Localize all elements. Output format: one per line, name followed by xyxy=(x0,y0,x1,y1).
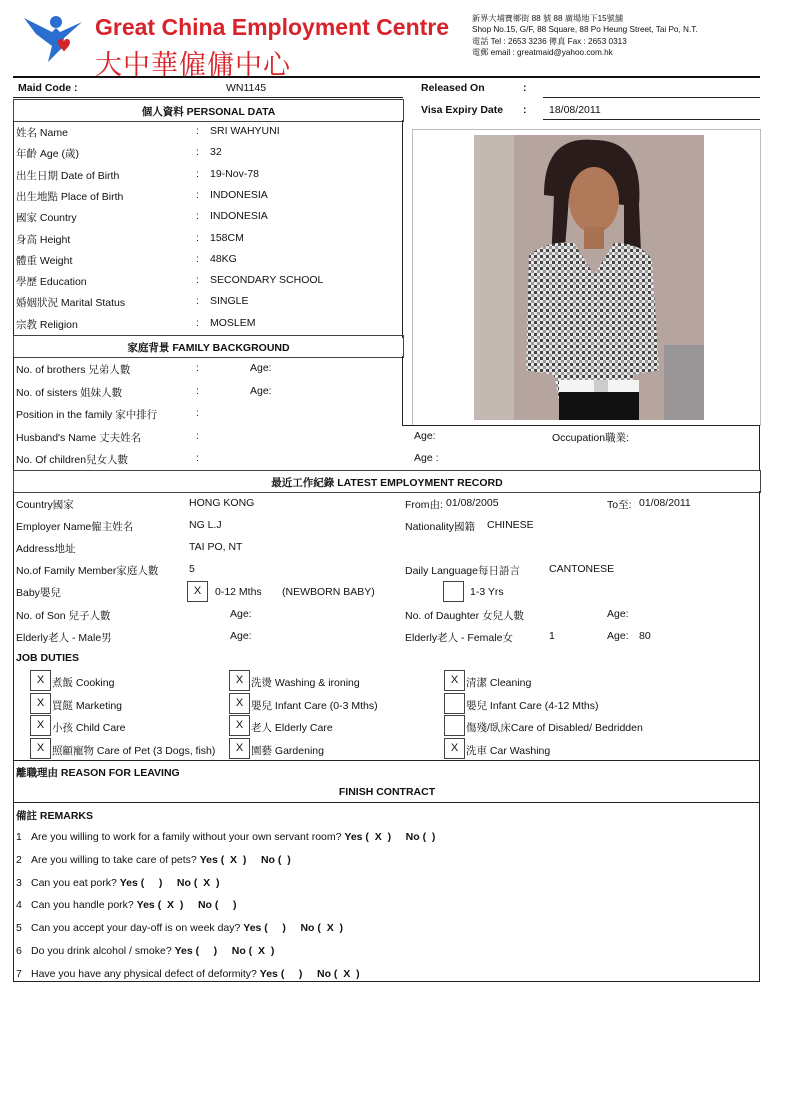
duty-label: 煮飯 Cooking xyxy=(52,677,115,689)
question-answer: Yes ( ) No ( X ) xyxy=(243,922,344,934)
question-number: 1 xyxy=(16,831,22,843)
elderly-female-age: 80 xyxy=(639,630,651,642)
husband-age-label: Age: xyxy=(414,430,436,442)
family-background-heading: 家庭背景 FAMILY BACKGROUND xyxy=(127,342,290,354)
children-age-label: Age : xyxy=(414,452,439,464)
daughter-age-label: Age: xyxy=(607,608,629,620)
elderly-female-age-label: Age: xyxy=(607,630,629,642)
duty-label: 洗車 Car Washing xyxy=(466,745,551,757)
colon: : xyxy=(196,146,199,158)
personal-field-label: 體重 Weight xyxy=(16,255,73,267)
question-text: Have you have any physical defect of deformity? xyxy=(31,968,257,980)
personal-field-label: 宗教 Religion xyxy=(16,319,78,331)
question-text: Do you drink alcohol / smoke? xyxy=(31,945,172,957)
language-value: CANTONESE xyxy=(549,563,615,575)
remark-question xyxy=(16,945,274,957)
border xyxy=(13,356,14,471)
remarks-heading: 備註 REMARKS xyxy=(16,810,94,822)
colon: : xyxy=(196,295,199,307)
maid-code-value: WN1145 xyxy=(226,82,267,94)
question-text: Can you accept your day-off is on week day? xyxy=(31,922,241,934)
son-age-label: Age: xyxy=(230,608,252,620)
colon: : xyxy=(196,210,199,222)
baby-0-12-label: 0-12 Mths xyxy=(215,586,262,598)
daughter-label: No. of Daughter 女兒人數 xyxy=(405,610,525,622)
question-number: 2 xyxy=(16,854,22,866)
duty-checkbox[interactable]: X xyxy=(229,715,250,736)
colon: : xyxy=(196,385,199,397)
duty-checkbox[interactable]: X xyxy=(30,715,51,736)
border xyxy=(13,491,14,981)
duty-checkbox[interactable]: X xyxy=(30,738,51,759)
baby-note: (NEWBORN BABY) xyxy=(282,586,375,598)
duty-label: 嬰兒 Infant Care (0-3 Mths) xyxy=(251,700,378,712)
border xyxy=(402,120,403,338)
border xyxy=(759,491,760,981)
nationality-value: CHINESE xyxy=(487,519,534,531)
remark-question xyxy=(16,899,236,911)
question-text: Can you eat pork? xyxy=(31,877,117,889)
visa-expiry-label: Visa Expiry Date xyxy=(421,104,504,116)
duty-checkbox[interactable]: X xyxy=(229,693,250,714)
question-answer: Yes ( ) No ( X ) xyxy=(119,877,220,889)
husband-label: Husband's Name 丈夫姓名 xyxy=(16,432,142,444)
personal-field-value: INDONESIA xyxy=(210,210,268,222)
personal-field-label: 學歷 Education xyxy=(16,276,87,288)
position-label: Position in the family 家中排行 xyxy=(16,409,158,421)
duty-label: 老人 Elderly Care xyxy=(251,722,333,734)
colon: : xyxy=(196,253,199,265)
address-value: TAI PO, NT xyxy=(189,541,243,553)
personal-field-label: 身高 Height xyxy=(16,234,71,246)
released-colon: : xyxy=(523,82,527,94)
elderly-female-label: Elderly老人 - Female女 xyxy=(405,632,513,644)
baby-1-3-checkbox[interactable] xyxy=(443,581,464,602)
colon: : xyxy=(196,168,199,180)
colon: : xyxy=(196,125,199,137)
remark-question xyxy=(16,877,220,889)
from-value: 01/08/2005 xyxy=(446,497,499,509)
divider xyxy=(13,97,403,98)
baby-label: Baby嬰兒 xyxy=(16,587,61,599)
address-zh: 新界大埔寶鄉街 88 號 88 廣場地下15號舖 xyxy=(472,14,624,23)
colon: : xyxy=(196,274,199,286)
personal-field-label: 年齡 Age (歲) xyxy=(16,148,80,160)
question-answer: Yes ( X ) No ( ) xyxy=(344,831,436,843)
employment-heading: 最近工作紀錄 LATEST EMPLOYMENT RECORD xyxy=(271,477,503,489)
to-label: To至: xyxy=(607,499,632,511)
duty-label: 嬰兒 Infant Care (4-12 Mths) xyxy=(466,700,599,712)
sisters-age-label: Age: xyxy=(250,385,272,397)
address-en: Shop No.15, G/F, 88 Square, 88 Po Heung Street, Tai Po, N.T. xyxy=(472,25,698,34)
question-number: 6 xyxy=(16,945,22,957)
personal-field-value: SECONDARY SCHOOL xyxy=(210,274,324,286)
personal-field-value: 48KG xyxy=(210,253,237,265)
sisters-label: No. of sisters 姐妹人數 xyxy=(16,387,123,399)
question-number: 3 xyxy=(16,877,22,889)
logo-icon xyxy=(22,14,84,64)
question-number: 7 xyxy=(16,968,22,980)
divider xyxy=(13,802,760,803)
divider xyxy=(13,76,760,78)
family-members-label: No.of Family Member家庭人數 xyxy=(16,565,159,577)
duty-checkbox[interactable]: X xyxy=(229,670,250,691)
remark-question xyxy=(16,831,435,843)
border xyxy=(402,356,403,426)
remark-question xyxy=(16,968,360,980)
family-members-value: 5 xyxy=(189,563,195,575)
personal-field-value: 158CM xyxy=(210,232,244,244)
question-answer: Yes ( ) No ( X ) xyxy=(259,968,360,980)
duty-checkbox[interactable]: X xyxy=(444,738,465,759)
question-text: Are you willing to take care of pets? xyxy=(31,854,197,866)
personal-data-heading: 個人資料 PERSONAL DATA xyxy=(141,106,276,118)
border xyxy=(402,425,760,426)
duty-checkbox[interactable]: X xyxy=(444,670,465,691)
question-answer: Yes ( X ) No ( ) xyxy=(136,899,237,911)
personal-field-value: MOSLEM xyxy=(210,317,256,329)
question-answer: Yes ( X ) No ( ) xyxy=(199,854,291,866)
duty-label: 照顧寵物 Care of Pet (3 Dogs, fish) xyxy=(52,745,216,757)
duty-label: 洗燙 Washing & ironing xyxy=(251,677,360,689)
border xyxy=(13,120,14,338)
baby-0-12-checkbox[interactable]: X xyxy=(187,581,208,602)
employer-value: NG L.J xyxy=(189,519,222,531)
son-label: No. of Son 兒子人數 xyxy=(16,610,111,622)
personal-field-value: INDONESIA xyxy=(210,189,268,201)
border xyxy=(759,425,760,471)
nationality-label: Nationality國籍 xyxy=(405,521,476,533)
reason-value: FINISH CONTRACT xyxy=(338,786,436,798)
duty-label: 小孩 Child Care xyxy=(52,722,126,734)
duty-checkbox[interactable]: X xyxy=(30,670,51,691)
visa-colon: : xyxy=(523,104,527,116)
elderly-male-age-label: Age: xyxy=(230,630,252,642)
remark-question xyxy=(16,922,343,934)
divider xyxy=(543,97,760,98)
brothers-label: No. of brothers 兄弟人數 xyxy=(16,364,131,376)
employer-label: Employer Name僱主姓名 xyxy=(16,521,134,533)
duty-checkbox[interactable] xyxy=(444,693,465,714)
colon: : xyxy=(196,452,199,464)
phone-fax: 電話 Tel : 2653 3236 傳真 Fax : 2653 0313 xyxy=(472,37,627,46)
question-text: Are you willing to work for a family without your own servant room? xyxy=(31,831,342,843)
duty-checkbox[interactable]: X xyxy=(229,738,250,759)
country-label: Country國家 xyxy=(16,499,74,511)
divider xyxy=(543,119,760,120)
to-value: 01/08/2011 xyxy=(639,497,691,509)
company-name-zh: 大中華僱傭中心 xyxy=(95,50,291,81)
maid-code-label: Maid Code : xyxy=(18,82,78,94)
colon: : xyxy=(196,317,199,329)
personal-field-label: 姓名 Name xyxy=(16,127,68,139)
language-label: Daily Language每日語言 xyxy=(405,565,520,577)
colon: : xyxy=(196,362,199,374)
personal-field-label: 婚姻狀況 Marital Status xyxy=(16,297,126,309)
elderly-male-label: Elderly老人 - Male男 xyxy=(16,632,112,644)
divider xyxy=(13,760,760,761)
personal-field-value: 32 xyxy=(210,146,222,158)
brothers-age-label: Age: xyxy=(250,362,272,374)
personal-field-label: 國家 Country xyxy=(16,212,77,224)
personal-field-value: 19-Nov-78 xyxy=(210,168,260,180)
country-value: HONG KONG xyxy=(189,497,255,509)
colon: : xyxy=(196,189,199,201)
duty-checkbox[interactable]: X xyxy=(30,693,51,714)
personal-field-label: 出生日期 Date of Birth xyxy=(16,170,120,182)
duty-checkbox[interactable] xyxy=(444,715,465,736)
question-number: 5 xyxy=(16,922,22,934)
colon: : xyxy=(196,430,199,442)
occupation-label: Occupation職業: xyxy=(552,432,630,444)
baby-1-3-label: 1-3 Yrs xyxy=(470,586,504,598)
maid-photo xyxy=(474,135,704,420)
question-answer: Yes ( ) No ( X ) xyxy=(174,945,275,957)
personal-field-label: 出生地點 Place of Birth xyxy=(16,191,124,203)
job-duties-heading: JOB DUTIES xyxy=(16,652,80,664)
colon: : xyxy=(196,407,199,419)
personal-field-value: SINGLE xyxy=(210,295,249,307)
question-text: Can you handle pork? xyxy=(31,899,134,911)
released-on-label: Released On xyxy=(421,82,485,94)
visa-expiry-value: 18/08/2011 xyxy=(549,104,601,116)
elderly-female-count: 1 xyxy=(549,630,555,642)
email: 電郵 email : greatmaid@yahoo.com.hk xyxy=(472,48,613,57)
address-label: Address地址 xyxy=(16,543,76,555)
remark-question xyxy=(16,854,291,866)
colon: : xyxy=(196,232,199,244)
from-label: From由: xyxy=(405,499,443,511)
company-name-en: Great China Employment Centre xyxy=(95,14,450,40)
duty-label: 傷殘/臥床Care of Disabled/ Bedridden xyxy=(466,722,643,734)
reason-heading: 離職理由 REASON FOR LEAVING xyxy=(16,767,180,779)
duty-label: 園藝 Gardening xyxy=(251,745,324,757)
duty-label: 清潔 Cleaning xyxy=(466,677,532,689)
duty-label: 買餸 Marketing xyxy=(52,700,123,712)
question-number: 4 xyxy=(16,899,22,911)
border xyxy=(13,981,760,982)
personal-field-value: SRI WAHYUNI xyxy=(210,125,280,137)
children-label: No. Of children兒女人數 xyxy=(16,454,129,466)
